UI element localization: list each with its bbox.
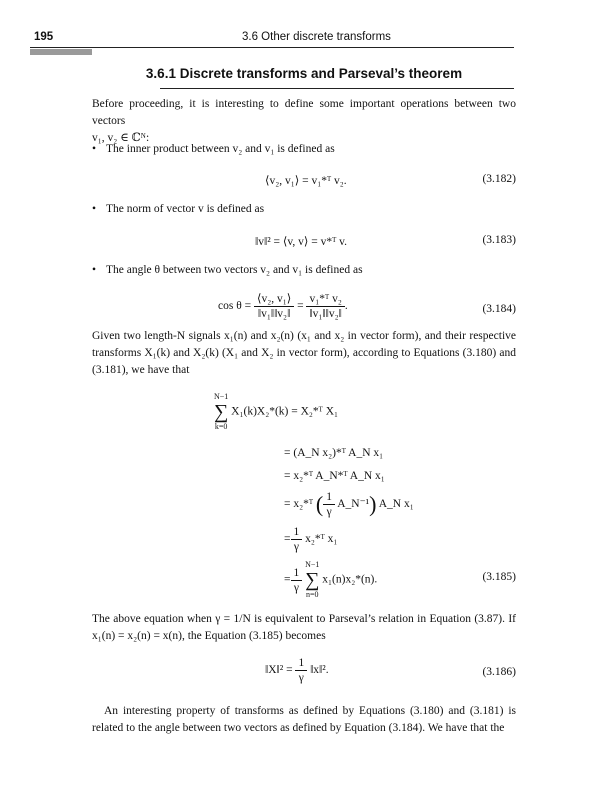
sum-upper-limit: N−1 <box>214 392 229 401</box>
section-title: 3.6.1 Discrete transforms and Parseval’s theorem <box>145 66 463 81</box>
eq184-period: . <box>344 300 348 313</box>
eq186-fraction <box>295 656 307 685</box>
eq185-line-4-pre: = x₂*ᵀ <box>284 498 314 511</box>
bullet-norm <box>92 203 264 215</box>
eq184-frac2-numerator: v₁*ᵀ v₂ <box>306 292 344 307</box>
equation-number-3-186: (3.186) <box>482 666 516 678</box>
eq184-frac1-denominator: ‖v₁‖‖v₂‖ <box>257 308 291 320</box>
eq184-fraction-2 <box>306 292 344 321</box>
intro-vectors: v₁, v₂ ∈ ℂᴺ: <box>92 132 150 144</box>
equation-number-3-182: (3.182) <box>482 173 516 185</box>
fraction-numerator: 1 <box>291 566 303 581</box>
sum-lower-limit: n=0 <box>306 590 319 599</box>
eq185-line-5-post: x₂*ᵀ x₁ <box>305 533 338 546</box>
fraction-numerator: 1 <box>295 656 307 671</box>
bullet-dot: • <box>92 203 97 215</box>
fraction-denominator: γ <box>326 506 332 518</box>
equation-3-184 <box>218 292 348 321</box>
eq185-line-4: = x₂*ᵀ ( $\frac{1}{\gamma}$ A_N⁻¹) A_N x₁ <box>284 491 414 518</box>
eq185-line-1 <box>214 392 338 432</box>
fraction-numerator: 1 <box>291 525 303 540</box>
eq186-rhs: ‖x‖². <box>310 664 329 677</box>
intro-paragraph <box>92 96 516 147</box>
bullet-text: The angle θ between two vectors v₂ and v₁ is defined as <box>106 264 363 276</box>
equation-number-3-184: (3.184) <box>482 303 516 315</box>
eq185-line-5: = $\frac{1}{\gamma}$ x₂*ᵀ x₁ <box>284 526 338 553</box>
fraction-denominator: γ <box>298 672 304 684</box>
eq184-frac2-denominator: ‖v₁‖‖v₂‖ <box>309 308 342 320</box>
eq185-line-6-fraction <box>291 566 303 595</box>
sum-lower-limit: k=0 <box>214 422 228 431</box>
eq185-line-4-post: A_N x₁ <box>378 498 414 511</box>
sum-sign: N−1 ∑ k=0 <box>214 392 229 431</box>
section-rule <box>160 88 514 89</box>
sum-upper-limit: N−1 <box>305 560 320 569</box>
bullet-inner-product <box>92 143 335 155</box>
fraction-denominator: γ <box>293 581 299 594</box>
eq185-line-3: = x₂*ᵀ A_N*ᵀ A_N x₁ <box>284 470 385 482</box>
eq185-line-5-fraction <box>291 525 303 554</box>
eq185-line-4-fraction <box>323 490 335 519</box>
bullet-text: The norm of vector v is defined as <box>106 203 265 215</box>
eq184-fraction-1 <box>254 292 294 321</box>
header-tab-bar <box>30 49 92 55</box>
fraction-numerator: 1 <box>323 490 335 505</box>
bullet-text: The inner product between v₂ and v₁ is defined as <box>106 143 335 155</box>
equation-3-183: ‖v‖² = ⟨v, v⟩ = v*ᵀ v. <box>255 236 348 248</box>
eq186-lhs: ‖X‖² = <box>265 664 293 677</box>
eq185-line-6-post: x₁(n)x₂*(n). <box>322 573 378 586</box>
eq185-line-1-text: X₁(k)X₂*(k) = X₂*ᵀ X₁ <box>231 405 339 418</box>
above-paragraph: The above equation when γ = 1/N is equivalent to Parseval’s relation in Equation (3.87). If x₁(n) = x₂(n) = x(n), the Equation (3.185) becomes <box>92 613 516 642</box>
page-number: 195 <box>34 31 54 43</box>
eq184-frac1-numerator: ⟨v₂, v₁⟩ <box>254 292 294 307</box>
fraction-denominator: γ <box>293 541 299 553</box>
eq185-line-4-mid: A_N⁻¹ <box>337 498 370 511</box>
running-title: 3.6 Other discrete transforms <box>242 31 391 43</box>
bullet-dot: • <box>92 143 97 155</box>
equation-3-182: ⟨v₂, v₁⟩ = v₁*ᵀ v₂. <box>265 175 347 187</box>
equation-number-3-183: (3.183) <box>482 234 516 246</box>
interesting-paragraph: An interesting property of transforms as defined by Equations (3.180) and (3.181) is related to the angle between two vectors as defined by Equation (3.184). We have that the <box>92 705 516 734</box>
bullet-dot: • <box>92 264 97 276</box>
sum-sign: N−1 ∑ n=0 <box>305 560 320 599</box>
eq185-line-6: = $\frac{1}{\gamma}$ N−1 ∑ n=0 x₁(n)x₂*(n). <box>284 560 378 599</box>
intro-text: Before proceeding, it is interesting to define some important operations between two vectors <box>92 98 516 127</box>
header-rule <box>30 47 514 48</box>
bullet-angle <box>92 264 363 276</box>
equation-3-186 <box>265 656 329 685</box>
eq185-line-2: = (A_N x₂)*ᵀ A_N x₁ <box>284 447 384 459</box>
given-paragraph: Given two length-N signals x₁(n) and x₂(n) (x₁ and x₂ in vector form), and their respective transforms X₁(k) and X₂(k) (X₁ and X₂ in vector form), according to Equations (3.180) and (3.181), we have that <box>92 330 516 376</box>
equation-number-3-185: (3.185) <box>482 571 516 583</box>
eq184-equals: = <box>297 300 304 313</box>
eq184-lhs: cos θ = <box>218 300 252 313</box>
